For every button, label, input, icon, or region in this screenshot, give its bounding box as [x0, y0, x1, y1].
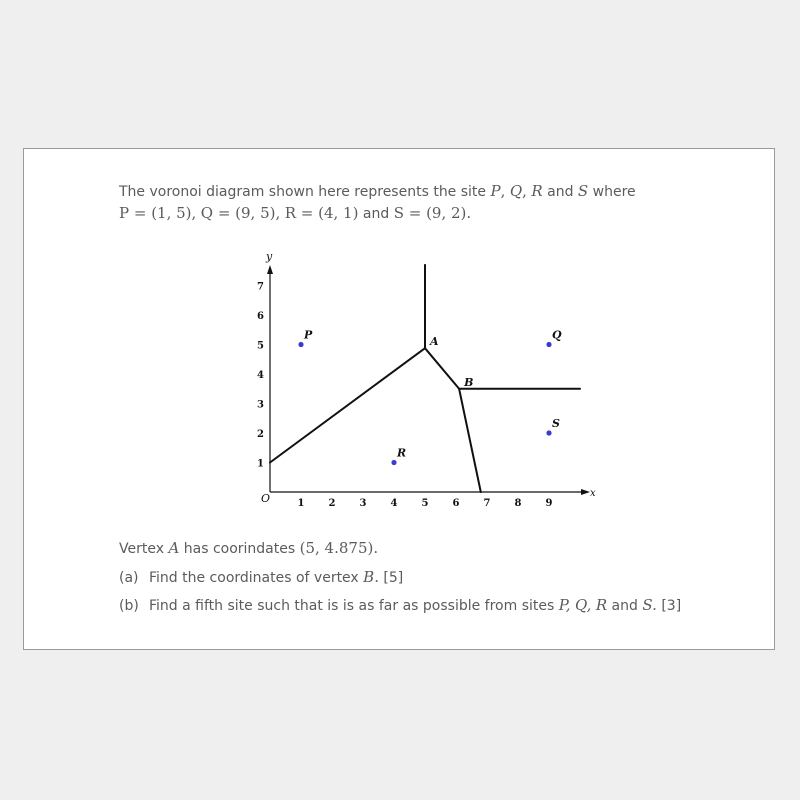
x-tick-label: 1 — [297, 498, 305, 509]
site-point-s — [546, 430, 551, 435]
site-label-s: S — [552, 417, 560, 430]
site-p-equation: P = (1, 5), — [119, 204, 197, 222]
y-axis-label: y — [266, 250, 273, 263]
site-q-symbol: Q — [509, 182, 523, 200]
y-tick-label: 6 — [257, 311, 264, 322]
site-q-equation: Q = (9, 5), — [200, 204, 281, 222]
y-tick-label: 3 — [257, 399, 264, 411]
origin-label: O — [261, 492, 271, 505]
question-b: (b) Find a fifth site such that is is as far as possible from sites P, Q, R and S. [3] — [119, 596, 682, 614]
site-p-symbol: P — [490, 182, 501, 200]
y-tick-label: 1 — [257, 458, 264, 470]
site-s-equation: S = (9, 2). — [393, 204, 472, 222]
y-tick-label: 7 — [257, 281, 264, 293]
x-tick-label: 8 — [514, 498, 522, 509]
site-label-p: P — [304, 328, 313, 342]
vertex-label-b: B — [464, 375, 474, 389]
question-a — [119, 568, 403, 587]
vertex-a-coordinates: (5, 4.875). — [299, 539, 379, 557]
question-card — [23, 148, 775, 650]
y-tick-label: 2 — [257, 429, 264, 440]
voronoi-edge — [270, 348, 425, 462]
vertex-a-statement: Vertex A has coorindates (5, 4.875). — [119, 539, 379, 557]
site-r-symbol: R — [531, 182, 543, 200]
x-tick-label: 5 — [421, 498, 429, 509]
x-tick-label: 6 — [452, 498, 460, 509]
site-label-r: R — [397, 446, 407, 460]
voronoi-edge — [425, 348, 459, 389]
question-a-marks: [5] — [378, 570, 404, 586]
voronoi-diagram — [244, 244, 614, 514]
site-r-equation: R = (4, 1) — [284, 204, 359, 222]
x-tick-label: 3 — [359, 498, 367, 509]
site-point-p — [298, 342, 303, 347]
question-b-label: (b) — [119, 598, 139, 614]
question-b-text: Find a fifth site such that is is as far as possible from sites — [149, 598, 559, 614]
site-point-r — [391, 460, 396, 465]
intro-line-2: P = (1, 5), Q = (9, 5), R = (4, 1) and S = (9, 2). — [119, 204, 472, 222]
y-tick-label: 4 — [257, 370, 264, 381]
intro-line-1: The voronoi diagram shown here represents the site P, Q, R and S where — [119, 182, 636, 200]
site-s-symbol: S — [577, 182, 589, 200]
x-tick-label: 9 — [545, 498, 553, 509]
site-point-q — [546, 342, 551, 347]
vertex-a-symbol: A — [168, 539, 180, 557]
vertex-label-a: A — [430, 335, 439, 349]
x-axis-label: x — [590, 488, 596, 499]
x-tick-label: 7 — [483, 498, 491, 509]
question-a-label: (a) — [119, 570, 139, 586]
x-axis-arrow-icon — [581, 489, 590, 495]
x-tick-label: 2 — [328, 498, 336, 509]
intro-text: The voronoi diagram shown here represents the site — [119, 184, 491, 200]
x-tick-label: 4 — [390, 498, 398, 509]
y-tick-label: 5 — [257, 340, 264, 352]
site-label-q: Q — [552, 328, 562, 342]
voronoi-edge — [459, 389, 481, 492]
question-b-marks: [3] — [656, 598, 682, 614]
question-a-text: Find the coordinates of vertex — [149, 570, 364, 586]
y-axis-arrow-icon — [267, 265, 273, 274]
vertex-b-symbol: B. — [363, 568, 379, 586]
